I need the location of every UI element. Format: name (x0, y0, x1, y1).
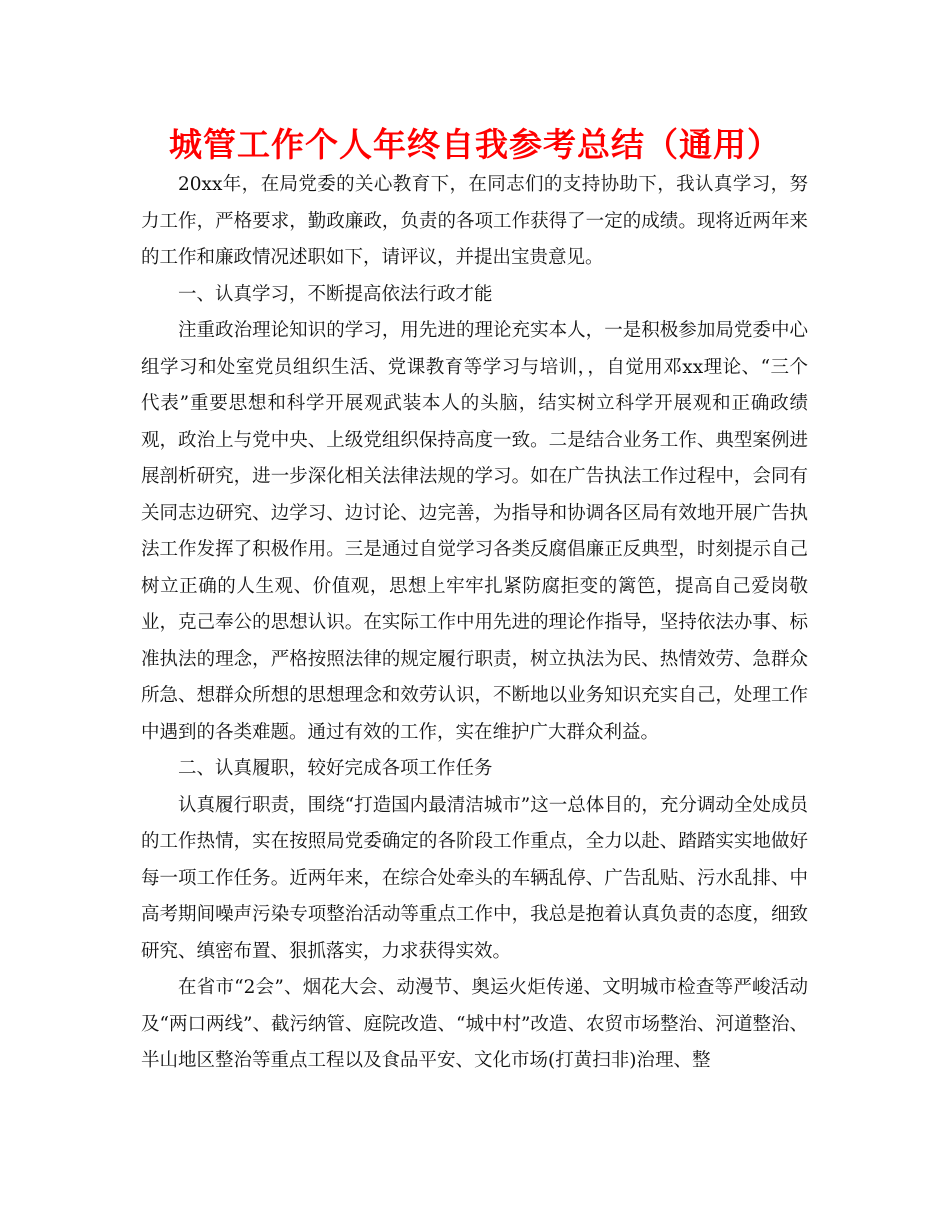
paragraph-duties: 认真履行职责，围绕“打造国内最清洁城市”这一总体目的，充分调动全处成员的工作热情，实在按照局党委确定的各阶段工作重点，全力以赴、踏踏实实地做好每一项工作任务。近两年来，在综合处牵头的车辆乱停、广告乱贴、污水乱排、中高考期间噪声污染专项整治活动等重点工作中，我总是抱着认真负责的态度，细致研究、缜密布置、狠抓落实，力求获得实效。 (141, 794, 808, 962)
paragraph-study: 注重政治理论知识的学习，用先进的理论充实本人，一是积极参加局党委中心组学习和处室党员组织生活、党课教育等学习与培训，，自觉用邓xx理论、“三个代表”重要思想和科学开展观武装本人的头脑，结实树立科学开展观和正确政绩观，政治上与党中央、上级党组织保持高度一致。二是结合业务工作、典型案例进展剖析研究，进一步深化相关法律法规的学习。如在广告执法工作过程中，会同有关同志边研究、边学习、边讨论、边完善，为指导和协调各区局有效地开展广告执法工作发挥了积极作用。三是通过自觉学习各类反腐倡廉正反典型，时刻提示自己树立正确的人生观、价值观，思想上牢牢扎紧防腐拒变的篱笆，提高自己爱岗敬业，克己奉公的思想认识。在实际工作中用先进的理论作指导，坚持依法办事、标准执法的理念，严格按照法律的规定履行职责，树立执法为民、热情效劳、急群众所急、想群众所想的思想理念和效劳认识，不断地以业务知识充实自己，处理工作中遇到的各类难题。通过有效的工作，实在维护广大群众利益。 (141, 320, 808, 743)
section-heading-2: 二、认真履职，较好完成各项工作任务 (178, 758, 493, 779)
paragraph-intro: 20xx年，在局党委的关心教育下，在同志们的支持协助下，我认真学习，努力工作，严格要求，勤政廉政，负责的各项工作获得了一定的成绩。现将近两年来的工作和廉政情况述职如下，请评议，并提出宝贵意见。 (141, 174, 808, 268)
section-heading-1: 一、认真学习，不断提高依法行政才能 (178, 283, 493, 305)
document-title: 城管工作个人年终自我参考总结（通用） (169, 125, 781, 164)
paragraph-events: 在省市“2会”、烟花大会、动漫节、奥运火炬传递、文明城市检查等严峻活动及“两口两线”、截污纳管、庭院改造、“城中村”改造、农贸市场整治、河道整治、半山地区整治等重点工程以及食品平安、文化市场(打黄扫非)治理、整 (141, 977, 808, 1071)
document-body (141, 167, 808, 1080)
